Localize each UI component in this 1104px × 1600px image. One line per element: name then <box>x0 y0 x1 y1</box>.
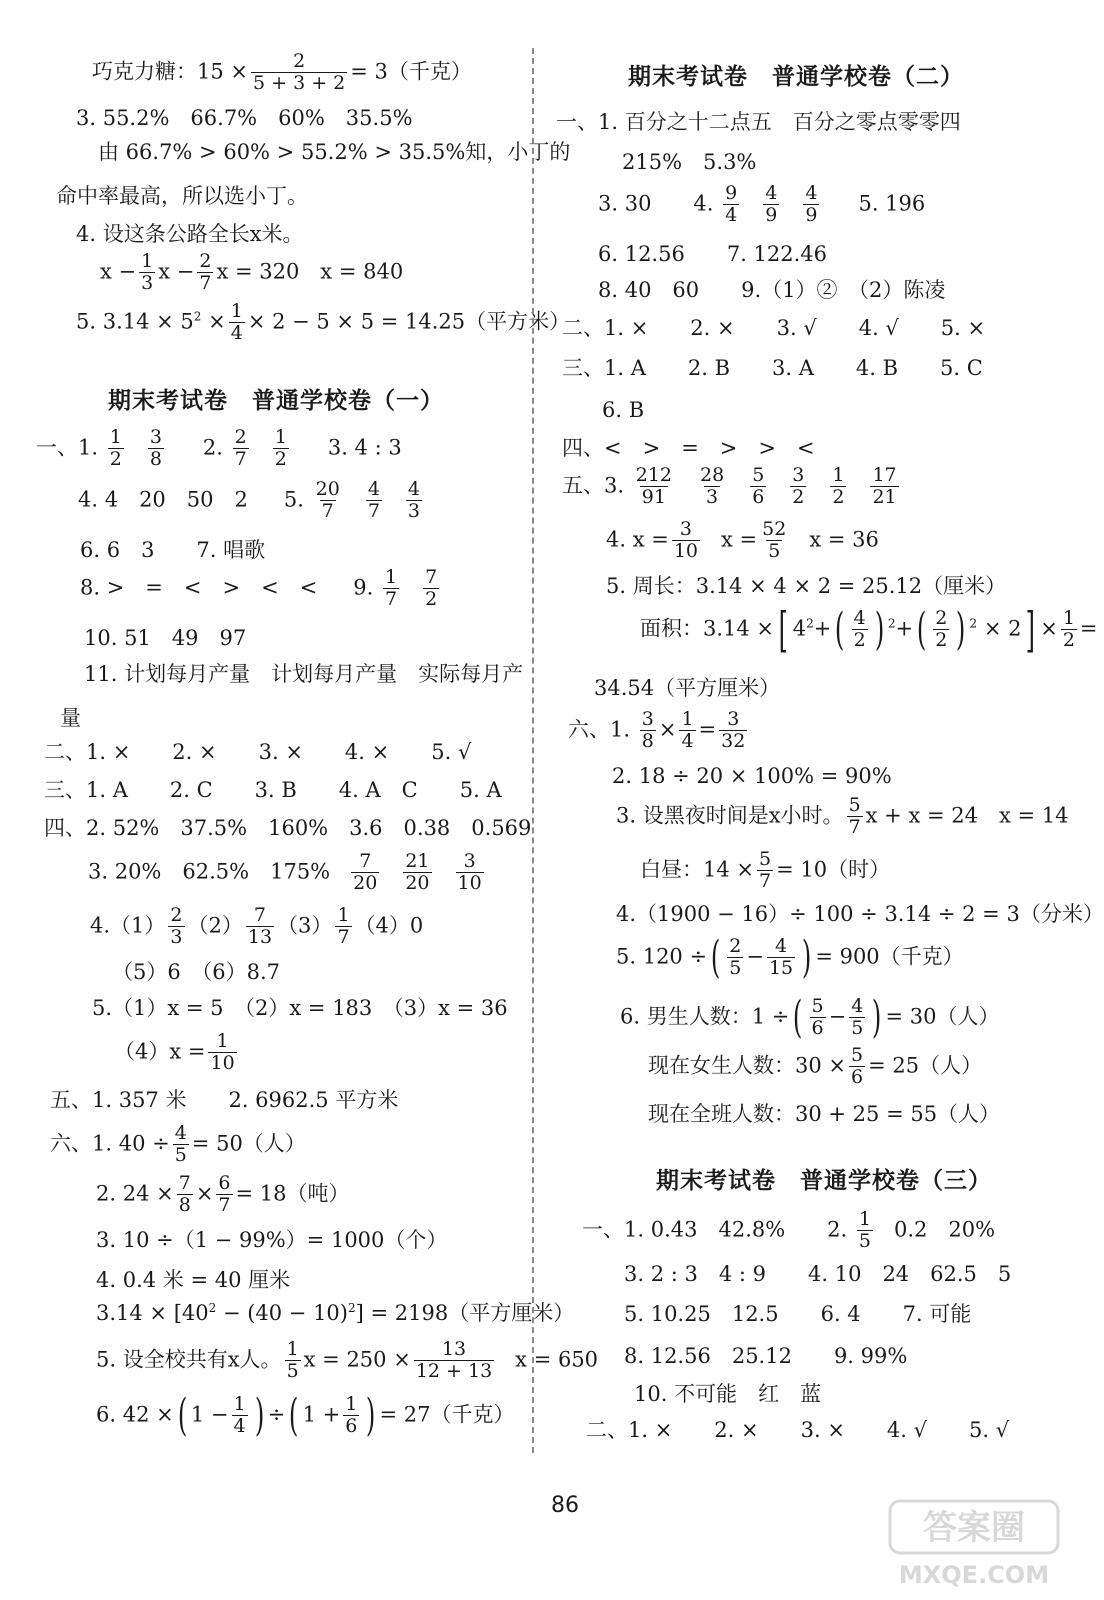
answer-line: 6. 6 3 7. 唱歌 <box>80 538 266 562</box>
fraction: $\frac{5}{6}$ <box>752 464 765 508</box>
fraction: $\frac{1}{5}$ <box>858 1208 871 1252</box>
fraction: $\frac{3}{10}$ <box>457 850 482 894</box>
answer-line: 现在女生人数：30 × $\frac{5}{6}$ = 25（人） <box>648 1044 983 1088</box>
fraction: $\frac{1}{2}$ <box>274 426 287 470</box>
answer-line: 5. 120 ÷( $\frac{2}{5}$ − $\frac{4}{15}$ ) = 900（千克） <box>616 932 964 983</box>
fraction: $\frac{3}{10}$ <box>673 518 699 562</box>
answer-line: 二、1. × 2. × 3. × 4. √ 5. √ <box>586 1418 1010 1442</box>
answer-line: 二、1. × 2. × 3. × 4. × 5. √ <box>44 740 472 764</box>
fraction: $\frac{7}{20}$ <box>353 850 378 894</box>
section-title: 期末考试卷 普通学校卷（三） <box>656 1168 992 1194</box>
fraction: $\frac{3}{2}$ <box>792 464 805 508</box>
answer-line: 巧克力糖：15 × $\frac{2}{5 + 3 + 2}$ = 3（千克） <box>92 50 472 94</box>
section-title: 期末考试卷 普通学校卷（二） <box>628 64 964 90</box>
fraction: $\frac{2}{7}$ <box>234 426 247 470</box>
answer-line: 面积：3.14 ×[ $4^2+$( $\frac{4}{2}$ ) $^2$+( $\frac{2}{2}$ ) $^2$ × 2] × $\frac{1}{2}$ = <box>640 602 1098 658</box>
fraction: $\frac{1}{2}$ <box>1062 607 1075 651</box>
answer-line: 6. 12.56 7. 122.46 <box>598 242 828 266</box>
answer-line: 5.（1）x = 5 （2）x = 183 （3）x = 36 <box>92 996 508 1020</box>
answer-line: 一、1. 0.43 42.8% 2. $\frac{1}{5}$ 0.2 20% <box>582 1208 996 1252</box>
answer-line: x − $\frac{1}{3}$ x − $\frac{2}{7}$ x = 320 x = 840 <box>100 250 404 294</box>
fraction: $\frac{1}{2}$ <box>109 426 122 470</box>
answer-line: 3. 20% 62.5% 175% $\frac{7}{20}$ $\frac{21}{20}$ $\frac{3}{10}$ <box>88 850 482 894</box>
answer-line: 白昼：14 × $\frac{5}{7}$ = 10（时） <box>640 848 891 892</box>
answer-line: 6. 42 ×( 1 − $\frac{1}{4}$ ) ÷( 1 + $\frac{1}{6}$ ) = 27（千克） <box>96 1390 515 1441</box>
answer-line: 6. 男生人数：1 ÷( $\frac{5}{6}$ − $\frac{4}{5}$ ) = 30（人） <box>620 992 1000 1043</box>
fraction: $\frac{1}{7}$ <box>385 566 398 610</box>
fraction: $\frac{5}{6}$ <box>851 1044 864 1088</box>
answer-line: 2. 18 ÷ 20 × 100% = 90% <box>612 764 892 788</box>
answer-line: 三、1. A 2. B 3. A 4. B 5. C <box>562 356 983 380</box>
fraction: $\frac{3}{32}$ <box>721 708 746 752</box>
answer-line: 5. 设全校共有x人。 $\frac{1}{5}$ x = 250 × $\frac{13}{12 + 13}$ x = 650 <box>96 1338 599 1382</box>
fraction: $\frac{1}{4}$ <box>230 300 243 344</box>
answer-line: 5. 周长：3.14 × 4 × 2 = 25.12（厘米） <box>606 574 1007 598</box>
answer-line: 10. 不可能 红 蓝 <box>634 1382 822 1406</box>
answer-line: 一、1. 百分之十二点五 百分之零点零零四 <box>556 110 961 134</box>
fraction: $\frac{17}{21}$ <box>872 464 897 508</box>
fraction: $\frac{4}{9}$ <box>765 182 778 226</box>
watermark-top-text: 答案圈 <box>923 1508 1025 1548</box>
answer-line: 5. 10.25 12.5 6. 4 7. 可能 <box>624 1302 972 1326</box>
fraction: $\frac{28}{3}$ <box>700 464 725 508</box>
fraction: $\frac{2}{7}$ <box>199 250 212 294</box>
fraction: $\frac{2}{5}$ <box>729 935 742 979</box>
fraction: $\frac{5}{7}$ <box>759 848 772 892</box>
answer-line: 4.（1900 − 16）÷ 100 ÷ 3.14 ÷ 2 = 3（分米） <box>616 902 1104 926</box>
answer-line: 二、1. × 2. × 3. √ 4. √ 5. × <box>562 316 986 340</box>
answer-line: 8. > = < > < < 9. $\frac{1}{7}$ $\frac{7}{2}$ <box>80 566 438 610</box>
fraction: $\frac{4}{3}$ <box>407 478 420 522</box>
fraction: $\frac{5}{6}$ <box>811 995 824 1039</box>
answer-line: 8. 40 60 9.（1）② （2）陈凌 <box>598 278 946 302</box>
answer-line: $3.14 \times [40^2 - (40 - 10)^2] = 2198$（平方厘米） <box>96 1301 575 1325</box>
answer-line: 六、1. $\frac{3}{8}$ × $\frac{1}{4}$ = $\frac{3}{32}$ <box>568 708 746 752</box>
fraction: $\frac{2}{2}$ <box>935 607 948 651</box>
answer-line: 五、1. 357 米 2. 6962.5 平方米 <box>50 1088 399 1112</box>
answer-line: 现在全班人数：30 + 25 = 55（人） <box>648 1102 1001 1126</box>
answer-line: 2. 24 × $\frac{7}{8}$ × $\frac{6}{7}$ = 18（吨） <box>96 1172 350 1216</box>
answer-line: 5. $3.14 \times 5^2$ × $\frac{1}{4}$ × 2 − 5 × 5 = 14.25（平方米） <box>76 300 571 344</box>
answer-line: 4. 设这条公路全长x米。 <box>76 222 304 246</box>
fraction: $\frac{9}{4}$ <box>725 182 738 226</box>
watermark-bottom-text: MXQE.COM <box>898 1561 1050 1589</box>
fraction: $\frac{20}{7}$ <box>315 478 340 522</box>
answer-line: 3. 55.2% 66.7% 60% 35.5% <box>76 106 413 130</box>
answer-line: （5）6 （6）8.7 <box>112 960 280 984</box>
fraction: $\frac{1}{10}$ <box>210 1030 235 1074</box>
column-divider <box>532 48 534 1453</box>
watermark-logo <box>884 1497 1064 1589</box>
fraction: $\frac{4}{2}$ <box>853 607 866 651</box>
fraction: $\frac{1}{2}$ <box>832 464 845 508</box>
fraction: $\frac{1}{4}$ <box>233 1393 246 1437</box>
answer-line: 3. 2 : 3 4 : 9 4. 10 24 62.5 5 <box>624 1262 1012 1286</box>
answer-line: 量 <box>60 706 81 730</box>
fraction: $\frac{5}{7}$ <box>848 794 861 838</box>
answer-line: 六、1. 40 ÷ $\frac{4}{5}$ = 50（人） <box>50 1122 306 1166</box>
fraction: $\frac{52}{5}$ <box>762 518 787 562</box>
answer-line: 11. 计划每月产量 计划每月产量 实际每月产 <box>84 662 524 686</box>
fraction: $\frac{3}{8}$ <box>149 426 162 470</box>
answer-line: 一、1. $\frac{1}{2}$ $\frac{3}{8}$ 2. $\frac{2}{7}$ $\frac{1}{2}$ 3. 4 : 3 <box>36 426 402 470</box>
fraction: $\frac{2}{3}$ <box>170 904 183 948</box>
fraction: $\frac{2}{5 + 3 + 2}$ <box>253 50 346 94</box>
answer-line: 4. 0.4 米 = 40 厘米 <box>96 1268 291 1292</box>
section-title: 期末考试卷 普通学校卷（一） <box>108 388 444 414</box>
answer-line: 由 66.7% > 60% > 55.2% > 35.5%知，小丁的 <box>98 140 571 164</box>
fraction: $\frac{4}{5}$ <box>174 1122 187 1166</box>
fraction: $\frac{6}{7}$ <box>218 1172 231 1216</box>
fraction: $\frac{4}{7}$ <box>367 478 380 522</box>
fraction: $\frac{3}{8}$ <box>641 708 654 752</box>
fraction: $\frac{21}{20}$ <box>405 850 430 894</box>
answer-line: 34.54（平方厘米） <box>594 676 781 700</box>
fraction: $\frac{1}{4}$ <box>681 708 694 752</box>
answer-line: 3. 30 4. $\frac{9}{4}$ $\frac{4}{9}$ $\frac{4}{9}$ 5. 196 <box>598 182 926 226</box>
fraction: $\frac{1}{6}$ <box>345 1393 358 1437</box>
fraction: $\frac{1}{5}$ <box>286 1338 299 1382</box>
answer-line: 五、3. $\frac{212}{91}$ $\frac{28}{3}$ $\frac{5}{6}$ $\frac{3}{2}$ $\frac{1}{2}$ $\frac{17}{21}$ <box>562 464 897 508</box>
answer-line: 4.（1） $\frac{2}{3}$ （2） $\frac{7}{13}$ （3） $\frac{1}{7}$ （4）0 <box>90 904 424 948</box>
answer-line: 10. 51 49 97 <box>84 626 247 650</box>
fraction: $\frac{4}{15}$ <box>768 935 794 979</box>
fraction: $\frac{7}{8}$ <box>178 1172 191 1216</box>
answer-line: 3. 10 ÷（1 − 99%）= 1000（个） <box>96 1228 448 1252</box>
answer-line: 三、1. A 2. C 3. B 4. A C 5. A <box>44 778 502 802</box>
answer-line: 四、< > = > > < <box>562 436 815 460</box>
answer-line: 4. 4 20 50 2 5. $\frac{20}{7}$ $\frac{4}{7}$ $\frac{4}{3}$ <box>78 478 420 522</box>
answer-line: （4）x = $\frac{1}{10}$ <box>114 1030 235 1074</box>
fraction: $\frac{7}{2}$ <box>425 566 438 610</box>
fraction: $\frac{13}{12 + 13}$ <box>415 1338 493 1382</box>
answer-line: 6. B <box>602 398 645 422</box>
fraction: $\frac{1}{7}$ <box>337 904 350 948</box>
answer-line: 8. 12.56 25.12 9. 99% <box>624 1344 908 1368</box>
fraction: $\frac{1}{3}$ <box>141 250 154 294</box>
answer-line: 215% 5.3% <box>622 150 757 174</box>
fraction: $\frac{7}{13}$ <box>247 904 273 948</box>
answer-line: 3. 设黑夜时间是x小时。 $\frac{5}{7}$ x + x = 24 x = 14 <box>616 794 1069 838</box>
answer-line: 命中率最高，所以选小丁。 <box>56 184 308 208</box>
page-number: 86 <box>551 1493 579 1518</box>
answer-line: 4. x = $\frac{3}{10}$ x = $\frac{52}{5}$ x = 36 <box>606 518 879 562</box>
fraction: $\frac{4}{5}$ <box>851 995 864 1039</box>
answer-line: 四、2. 52% 37.5% 160% 3.6 0.38 0.569 <box>44 816 532 840</box>
fraction: $\frac{212}{91}$ <box>635 464 672 508</box>
fraction: $\frac{4}{9}$ <box>805 182 818 226</box>
